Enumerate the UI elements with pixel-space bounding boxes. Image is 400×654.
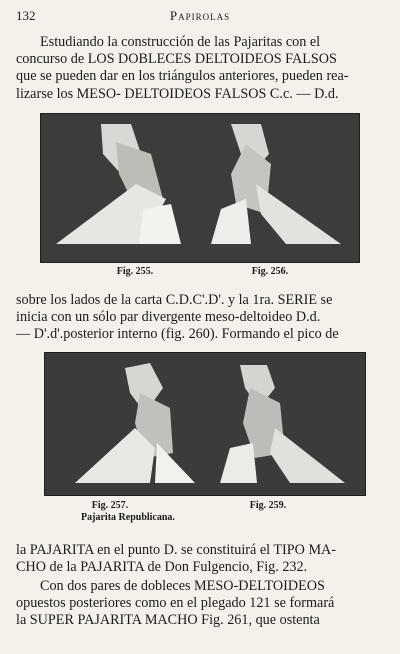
running-title: Papirolas xyxy=(169,8,231,23)
caption-fig-255: Fig. 255. xyxy=(116,266,154,277)
text-line: la PAJARITA en el punto D. se constituirá el TIPO MA- xyxy=(16,542,337,558)
caption-fig-257-subtitle: Pajarita Republicana. xyxy=(81,512,175,523)
caption-fig-257: Fig. 257. xyxy=(91,500,129,511)
origami-photo-1 xyxy=(41,114,359,262)
text-line: que se pueden dar en los triángulos anteriores, pueden rea- xyxy=(16,68,349,85)
paragraph-third xyxy=(16,542,386,576)
origami-photo-2 xyxy=(45,353,365,495)
photo-figs-257-259 xyxy=(44,352,366,496)
photo-figs-255-256 xyxy=(40,113,360,263)
caption-fig-256: Fig. 256. xyxy=(251,266,289,277)
text-line: inicia con un sólo par divergente meso-deltoideo D.d. xyxy=(16,309,321,326)
text-line: opuestos posteriores como en el plegado 121 se formará xyxy=(16,595,335,612)
paragraph-second xyxy=(16,292,386,344)
text-line: la SUPER PAJARITA MACHO Fig. 261, que ostenta xyxy=(16,612,320,629)
text-line: CHO de la PAJARITA de Don Fulgencio, Fig. 232. xyxy=(16,559,308,576)
paragraph-fourth xyxy=(16,578,386,630)
paragraph-intro xyxy=(16,34,386,103)
text-line: sobre los lados de la carta C.D.C'.D'. y la 1ra. SERIE se xyxy=(16,292,333,308)
text-line: Estudiando la construcción de las Pajaritas con el xyxy=(40,34,321,50)
caption-fig-259: Fig. 259. xyxy=(249,500,287,511)
text-line: Con dos pares de dobleces MESO-DELTOIDEOS xyxy=(40,578,325,594)
text-line: — D'.d'.posterior interno (fig. 260). Formando el pico de xyxy=(16,326,339,343)
text-line: lizarse los MESO- DELTOIDEOS FALSOS C.c. — D.d. xyxy=(16,85,339,102)
text-line: concurso de LOS DOBLECES DELTOIDEOS FALSOS xyxy=(16,51,337,68)
page-header xyxy=(16,8,384,26)
page-number: 132 xyxy=(16,8,36,23)
